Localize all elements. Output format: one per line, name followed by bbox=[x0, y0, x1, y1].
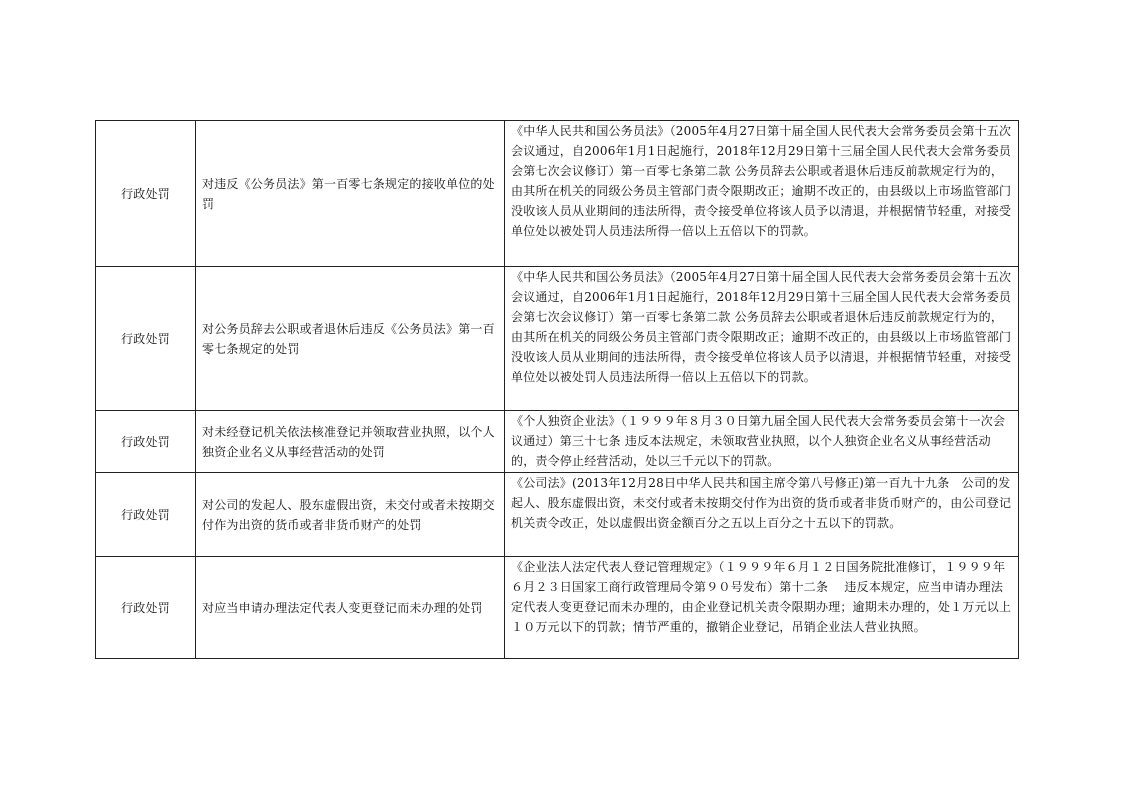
table-row bbox=[96, 473, 1019, 557]
penalty-table bbox=[95, 120, 1019, 659]
table-row bbox=[96, 267, 1019, 411]
table-row bbox=[96, 557, 1019, 659]
penalty-type-cell: 行政处罚 bbox=[96, 557, 196, 659]
legal-basis-cell: 《中华人民共和国公务员法》（2005年4月27日第十届全国人民代表大会常务委员会第十五次会议通过，自2006年1月1日起施行，2018年12月29日第十三届全国人民代表大会常务委员会第七次会议修订）第一百零七条第二款 公务员辞去公职或者退休后违反前款规定行为的，由其所在机关的同级公务员主管部门责令限期改正；逾期不改正的，由县级以上市场监管部门没收该人员从业期间的违法所得，责令接受单位将该人员予以清退，并根据情节轻重，对接受单位处以被处罚人员违法所得一倍以上五倍以下的罚款。 bbox=[505, 267, 1019, 411]
penalty-type-cell: 行政处罚 bbox=[96, 121, 196, 267]
penalty-item-cell: 对公司的发起人、股东虚假出资，未交付或者未按期交付作为出资的货币或者非货币财产的处罚 bbox=[196, 473, 505, 557]
table-row bbox=[96, 121, 1019, 267]
penalty-type-cell: 行政处罚 bbox=[96, 411, 196, 473]
legal-basis-cell: 《公司法》(2013年12月28日中华人民共和国主席令第八号修正)第一百九十九条 公司的发起人、股东虚假出资，未交付或者未按期交付作为出资的货币或者非货币财产的，由公司登记机关责令改正，处以虚假出资金额百分之五以上百分之十五以下的罚款。 bbox=[505, 473, 1019, 557]
penalty-type-cell: 行政处罚 bbox=[96, 473, 196, 557]
legal-basis-cell: 《中华人民共和国公务员法》（2005年4月27日第十届全国人民代表大会常务委员会第十五次会议通过，自2006年1月1日起施行，2018年12月29日第十三届全国人民代表大会常务委员会第七次会议修订）第一百零七条第二款 公务员辞去公职或者退休后违反前款规定行为的，由其所在机关的同级公务员主管部门责令限期改正；逾期不改正的，由县级以上市场监管部门没收该人员从业期间的违法所得，责令接受单位将该人员予以清退，并根据情节轻重，对接受单位处以被处罚人员违法所得一倍以上五倍以下的罚款。 bbox=[505, 121, 1019, 267]
table-row bbox=[96, 411, 1019, 473]
legal-basis-cell: 《企业法人法定代表人登记管理规定》（１９９９年６月１２日国务院批准修订，１９９９年６月２３日国家工商行政管理局令第９０号发布）第十二条 违反本规定，应当申请办理法定代表人变更登记而未办理的，由企业登记机关责令限期办理；逾期未办理的，处１万元以上１０万元以下的罚款；情节严重的，撤销企业登记，吊销企业法人营业执照。 bbox=[505, 557, 1019, 659]
penalty-item-cell: 对应当申请办理法定代表人变更登记而未办理的处罚 bbox=[196, 557, 505, 659]
penalty-type-cell: 行政处罚 bbox=[96, 267, 196, 411]
penalty-item-cell: 对违反《公务员法》第一百零七条规定的接收单位的处罚 bbox=[196, 121, 505, 267]
penalty-item-cell: 对未经登记机关依法核准登记并领取营业执照，以个人独资企业名义从事经营活动的处罚 bbox=[196, 411, 505, 473]
legal-basis-cell: 《个人独资企业法》（１９９９年８月３０日第九届全国人民代表大会常务委员会第十一次会议通过）第三十七条 违反本法规定，未领取营业执照，以个人独资企业名义从事经营活动的，责令停止经营活动，处以三千元以下的罚款。 bbox=[505, 411, 1019, 473]
penalty-item-cell: 对公务员辞去公职或者退休后违反《公务员法》第一百零七条规定的处罚 bbox=[196, 267, 505, 411]
